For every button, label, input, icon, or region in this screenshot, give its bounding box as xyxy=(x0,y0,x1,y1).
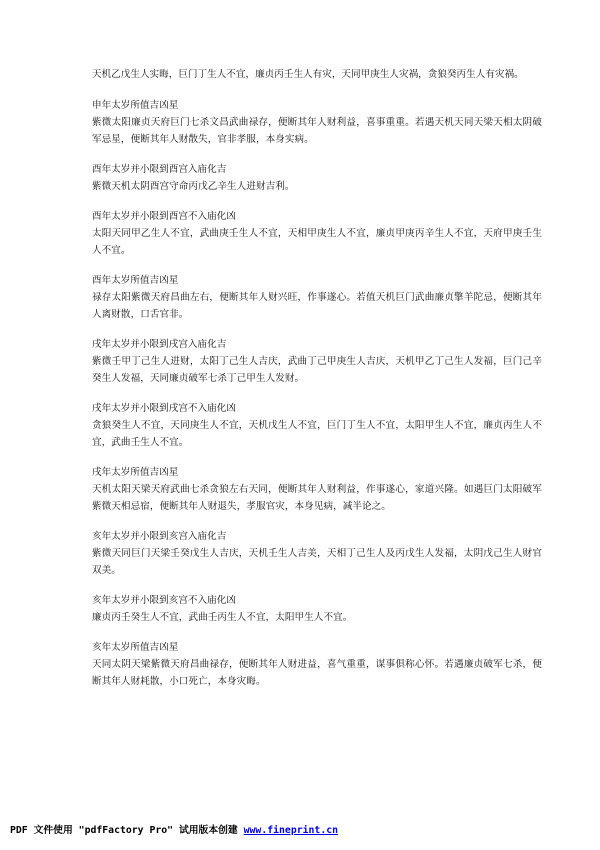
section-heading: 酉年太岁所值吉凶星 xyxy=(92,275,179,286)
section-heading: 戌年太岁并小限到戌宫不入庙化凶 xyxy=(92,403,236,414)
section-text: 紫微太阳廉贞天府巨门七杀文昌武曲禄存，便断其年人财利益，喜事重重。若遇天机天同天梁天相太阴破军忌星，便断其年人财散失，官非孝服，本身实病。 xyxy=(92,117,542,145)
section-text: 紫微壬甲丁己生人进财，太阳丁己生人吉庆，武曲丁己甲庚生人吉庆，天机甲乙丁己生人发福，巨门己辛癸生人发福，天同廉贞破军七杀丁己甲生人发财。 xyxy=(92,356,542,384)
section-text: 天同太阴天梁紫微天府昌曲禄存，便断其年人财进益，喜气重重，谋事俱称心怀。若遇廉贞破军七杀，便断其年人财耗散，小口死亡，本身灾晦。 xyxy=(92,659,542,687)
pdf-footer xyxy=(10,822,338,836)
section-you-year-auspicious xyxy=(92,161,542,195)
section-heading: 酉年太岁并小限到酉宫不入庙化凶 xyxy=(92,211,236,222)
section-xu-year-auspicious xyxy=(92,336,542,387)
section-heading: 戌年太岁并小限到戌宫入庙化吉 xyxy=(92,339,227,350)
section-xu-year-stars xyxy=(92,464,542,515)
section-heading: 亥年太岁并小限到亥宫不入庙化凶 xyxy=(92,595,236,606)
section-heading: 亥年太岁并小限到亥宫入庙化吉 xyxy=(92,531,227,542)
lead-paragraph: 天机乙戊生人实晦，巨门丁生人不宜，廉贞丙壬生人有灾，天同甲庚生人灾祸，贪狼癸丙生人有灾祸。 xyxy=(92,69,524,80)
section-heading: 酉年太岁并小限到酉宫入庙化吉 xyxy=(92,164,227,175)
section-xu-year-inauspicious xyxy=(92,400,542,451)
section-hai-year-auspicious xyxy=(92,528,542,579)
section-text: 紫微天机太阴酉宫守命丙戊乙辛生人进财吉利。 xyxy=(92,181,295,192)
section-text: 紫微天同巨门天梁壬癸戊生人吉庆，天机壬生人吉美，天相丁己生人及丙戊生人发福，太阴戊己生人财官双美。 xyxy=(92,548,542,576)
section-heading: 亥年太岁所值吉凶星 xyxy=(92,642,179,653)
section-text: 禄存太阳紫微天府昌曲左右，便断其年人财兴旺，作事遂心。若值天机巨门武曲廉贞擎羊陀忌，便断其年人离财散，口舌官非。 xyxy=(92,292,542,320)
section-hai-year-stars xyxy=(92,639,542,690)
section-text: 廉贞丙壬癸生人不宜，武曲壬丙生人不宜，太阳甲生人不宜。 xyxy=(92,612,353,623)
section-text: 天机太阳天梁天府武曲七杀贪狼左右天同，便断其年人财利益，作事遂心，家道兴隆。如遇巨门太阳破军紫微天相忌宿，便断其年人财退失，孝服官灾，本身见病，减半论之。 xyxy=(92,484,542,512)
section-hai-year-inauspicious xyxy=(92,592,542,626)
section-you-year-stars xyxy=(92,272,542,323)
document-body xyxy=(92,66,542,703)
section-text: 太阳天同甲乙生人不宜，武曲庚壬生人不宜，天相甲庚生人不宜，廉贞甲庚丙辛生人不宜，天府甲庚壬生人不宜。 xyxy=(92,228,542,256)
section-you-year-inauspicious xyxy=(92,208,542,259)
footer-link[interactable]: www.fineprint.cn xyxy=(243,825,339,836)
section-heading: 申年太岁所值吉凶星 xyxy=(92,100,179,111)
section-text: 贪狼癸生人不宜，天同庚生人不宜，天机戊生人不宜，巨门丁生人不宜，太阳甲生人不宜，廉贞丙生人不宜，武曲壬生人不宜。 xyxy=(92,420,542,448)
footer-text: PDF 文件使用 "pdfFactory Pro" 试用版本创建 xyxy=(10,825,244,836)
section-shen-year xyxy=(92,97,542,148)
section-heading: 戌年太岁所值吉凶星 xyxy=(92,467,179,478)
